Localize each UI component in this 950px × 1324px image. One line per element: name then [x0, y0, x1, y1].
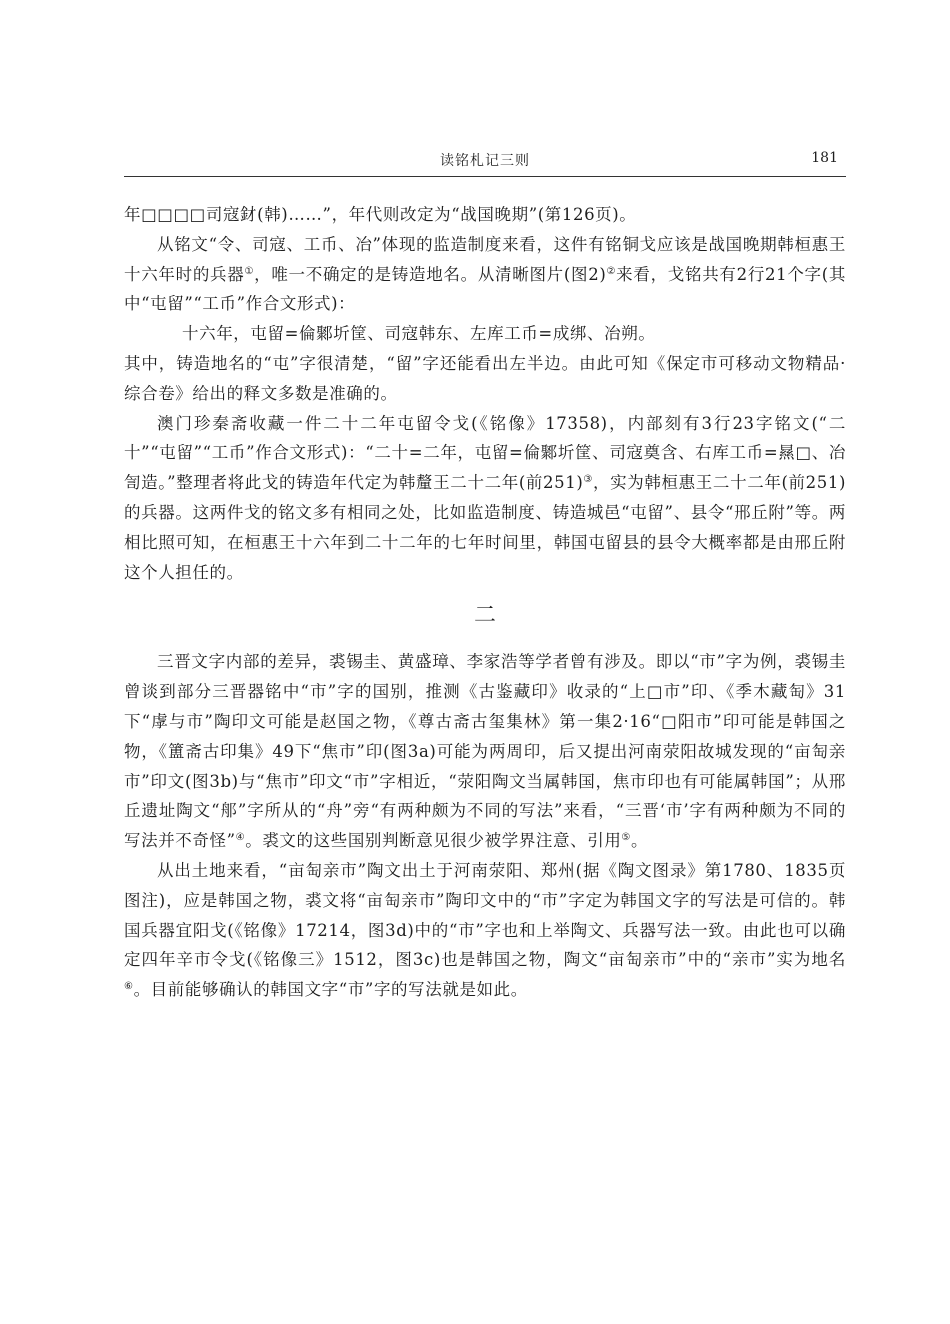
paragraph-bronze-ge [124, 230, 846, 319]
footnote-ref-2[interactable]: ② [606, 265, 617, 277]
paragraph-text: 三晋文字内部的差异，裘锡圭、黄盛璋、李家浩等学者曾有涉及。即以“市”字为例，裘锡圭曾谈到部分三晋器铭中“市”字的国别，推测《古鉴藏印》收录的“上□市”印、《季木藏匋》31下“虖与市”陶印文可能是赵国之物，《尊古斋古玺集林》第一集2·16“□阳市”印可能是韩国之物，《簠斋古印集》49下“焦市”印(图3a)可能为两周印，后又提出河南荥阳故城发现的“亩匋亲市”印文(图3b)与“焦市”印文“市”字相近，“荥阳陶文当属韩国，焦市印也有可能属韩国”；从邢丘遗址陶文“郍”字所从的“舟”旁“有两种颇为不同的写法”来看，“三晋‘市’字有两种颇为不同的写法并不奇怪” [124, 652, 846, 851]
article-body [124, 200, 846, 1005]
page-header [124, 148, 846, 177]
paragraph-text: 澳门珍秦斋收藏一件二十二年屯留令戈(《铭像》17358)，内部刻有3行23字铭文(“二十”“屯留”“工币”作合文形式)：“二十=二年，屯留=倫鄹圻筐、司寇奠含、右库工币=㬎□、冶訇造。”整理者将此戈的铸造年代定为韩釐王二十二年(前251) [124, 413, 846, 493]
footnote-ref-6[interactable]: ⑥ [124, 981, 134, 993]
footnote-ref-5[interactable]: ⑤ [621, 832, 631, 844]
paragraph-continuation: 年□□□□司寇釮(韩)……”，年代则改定为“战国晚期”(第126页)。 [124, 205, 637, 224]
running-title: 读铭札记三则 [440, 153, 530, 169]
inscription-quote: 十六年，屯留=倫鄹圻筐、司寇韩东、左库工币=成绑、冶朔。 [182, 324, 656, 344]
paragraph-text: 。 [631, 831, 649, 851]
paragraph-text: ，实为韩桓惠王二十二年(前251)的兵器。这两件戈的铭文多有相同之处，比如监造制度、铸造城邑“屯留”、县令“邢丘附”等。两相比照可知，在桓惠王十六年到二十二年的七年时间里，韩国屯留县的县令大概率都是由邢丘附这个人担任的。 [124, 473, 846, 582]
footnote-ref-1[interactable]: ① [244, 265, 255, 277]
section-heading: 二 [473, 603, 496, 629]
paragraph-sanjin-script [124, 647, 846, 856]
footnote-ref-4[interactable]: ④ [235, 832, 246, 844]
paragraph-casting-place: 其中，铸造地名的“屯”字很清楚，“留”字还能看出左半边。由此可知《保定市可移动文物精品·综合卷》给出的释文多数是准确的。 [124, 353, 846, 403]
paragraph-macau-ge [124, 409, 846, 588]
paragraph-text: ，唯一不确定的是铸造地名。从清晰图片(图2) [254, 264, 607, 284]
paragraph-text: 。裘文的这些国别判断意见很少被学界注意、引用 [245, 831, 622, 851]
paragraph-text: 。目前能够确认的韩国文字“市”字的写法就是如此。 [133, 980, 528, 1000]
paragraph-text: 从出土地来看，“亩匋亲市”陶文出土于河南荥阳、郑州(据《陶文图录》第1780、1835页图注)，应是韩国之物，裘文将“亩匋亲市”陶印文中的“市”字定为韩国文字的写法是可信的。韩国兵器宜阳戈(《铭像》17214，图3d)中的“市”字也和上举陶文、兵器写法一致。由此也可以确定四年辛市令戈(《铭像三》1512，图3c)也是韩国之物，陶文“亩匋亲市”中的“亲市”实为地名 [124, 860, 846, 970]
footnote-ref-3[interactable]: ③ [583, 474, 594, 486]
page-number: 181 [811, 150, 838, 166]
paragraph-text: 来看，戈铭共有2行21个字(其中“屯留”“工币”作合文形式)： [124, 264, 846, 314]
paragraph-excavation-site [124, 856, 846, 1005]
paragraph-text: 从铭文“令、司寇、工币、冶”体现的监造制度来看，这件有铭铜戈应该是战国晚期韩桓惠王十六年时的兵器 [124, 234, 846, 284]
